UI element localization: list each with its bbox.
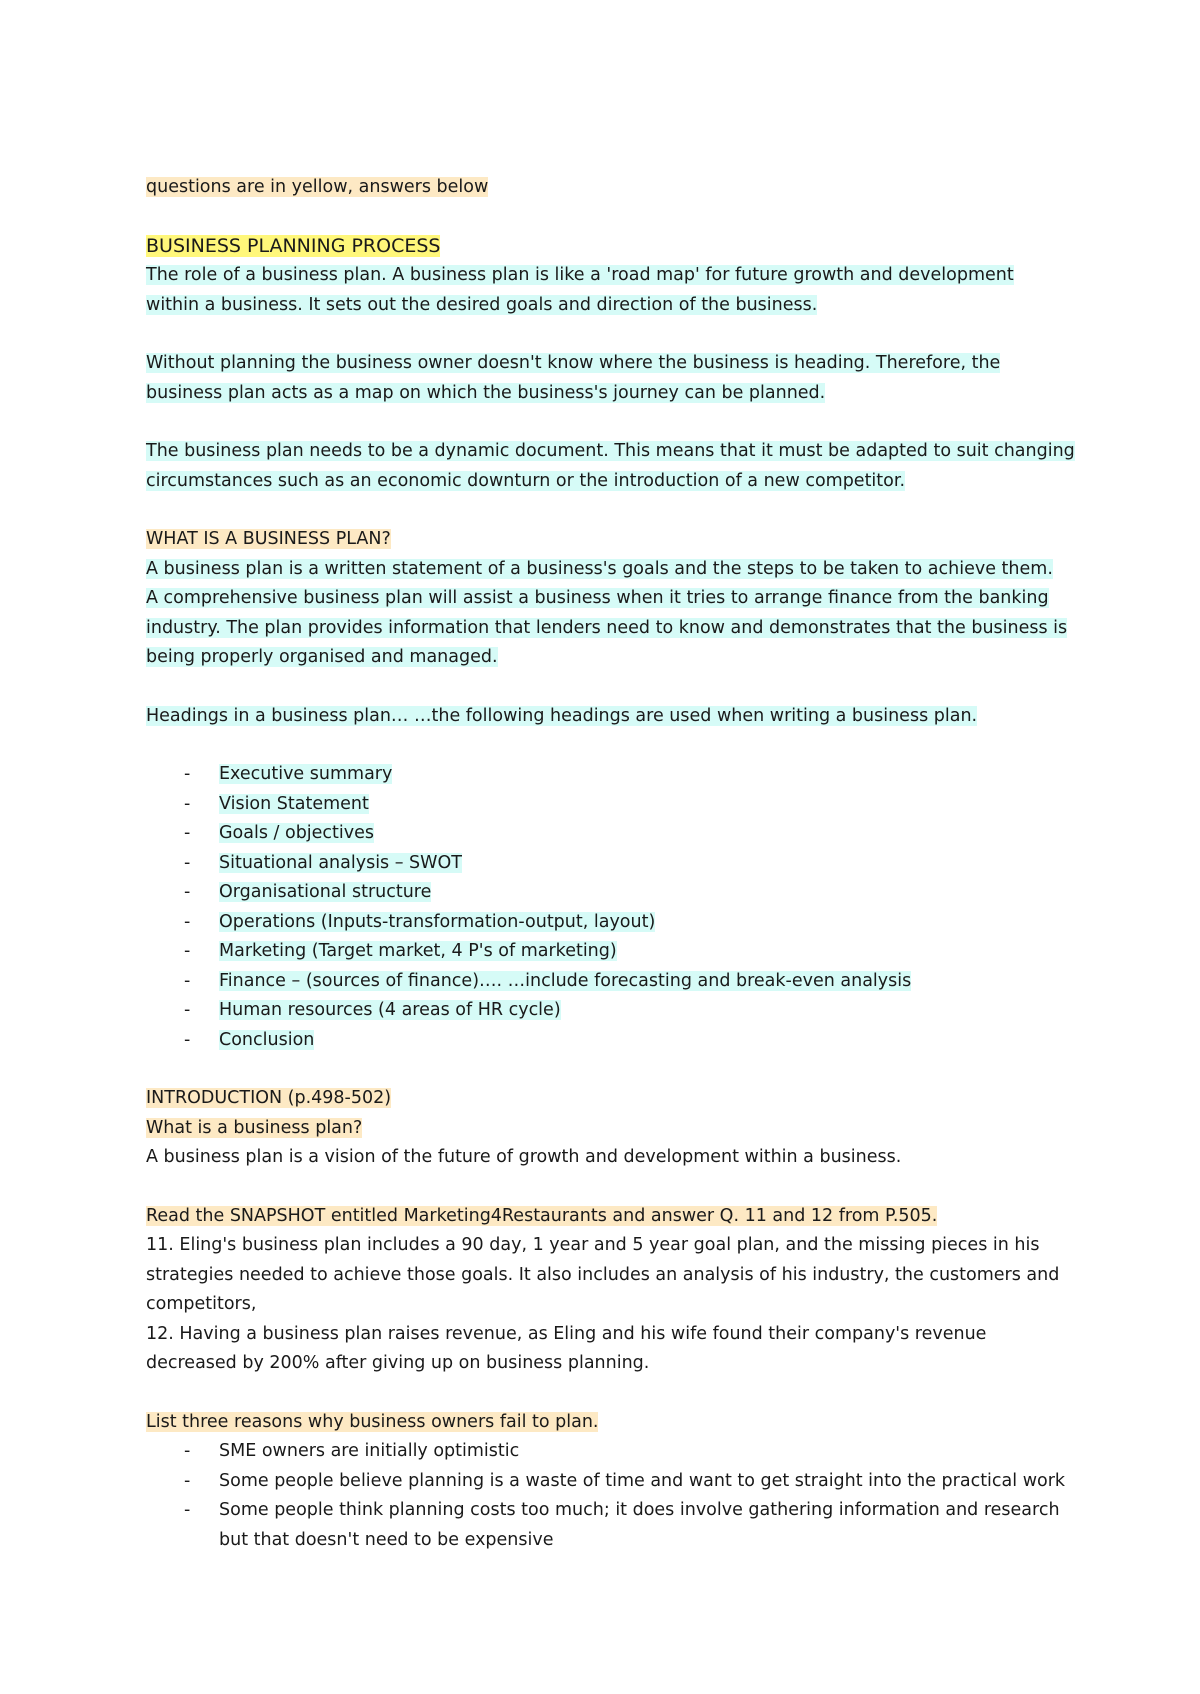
headings-intro: Headings in a business plan… …the following headings are used when writing a business plan. <box>146 705 978 726</box>
list-item: - Operations (Inputs-transformation-output, layout) <box>184 908 1080 938</box>
paragraph-without-planning: Without planning the business owner doesn't know where the business is heading. Therefore, the business plan acts as a map on which the business's journey can be planned. <box>146 353 1001 403</box>
list-item: - Some people believe planning is a waste of time and want to get straight into the practical work <box>184 1467 1080 1497</box>
list-item: - SME owners are initially optimistic <box>184 1437 1080 1467</box>
headings-list <box>146 760 1080 1055</box>
section-heading-what-is: WHAT IS A BUSINESS PLAN? <box>146 529 391 549</box>
list-item: - Marketing (Target market, 4 P's of marketing) <box>184 937 1080 967</box>
answer-12: 12. Having a business plan raises revenue, as Eling and his wife found their company's revenue decreased by 200% after giving up on business planning. <box>146 1323 987 1373</box>
list-item: - Finance – (sources of finance)…. …include forecasting and break-even analysis <box>184 967 1080 997</box>
reasons-list <box>146 1437 1080 1555</box>
list-item: - Executive summary <box>184 760 1080 790</box>
list-item: - Human resources (4 areas of HR cycle) <box>184 996 1080 1026</box>
list-item: - Goals / objectives <box>184 819 1080 849</box>
question-what-is: What is a business plan? <box>146 1117 363 1138</box>
list-item: - Vision Statement <box>184 790 1080 820</box>
section-heading-introduction: INTRODUCTION (p.498-502) <box>146 1088 392 1108</box>
answer-11: 11. Eling's business plan includes a 90 day, 1 year and 5 year goal plan, and the missing pieces in his strategies needed to achieve those goals. It also includes an analysis of his industry, the customers and competitors, <box>146 1235 1060 1314</box>
question-fail-to-plan: List three reasons why business owners fail to plan. <box>146 1411 599 1432</box>
list-item: - Conclusion <box>184 1026 1080 1056</box>
intro-note: questions are in yellow, answers below <box>146 177 489 197</box>
paragraph-written-statement: A business plan is a written statement of a business's goals and the steps to be taken to achieve them. A comprehensive business plan will assist a business when it tries to arrange finance from the banking industry. The plan provides information that lenders need to know and demonstrates that the business is being properly organised and managed. <box>146 558 1068 667</box>
list-item: - Situational analysis – SWOT <box>184 849 1080 879</box>
section-heading-business-planning: BUSINESS PLANNING PROCESS <box>146 234 441 257</box>
answer-what-is: A business plan is a vision of the future of growth and development within a business. <box>146 1147 902 1167</box>
list-item: - Organisational structure <box>184 878 1080 908</box>
question-snapshot: Read the SNAPSHOT entitled Marketing4Restaurants and answer Q. 11 and 12 from P.505. <box>146 1205 938 1226</box>
paragraph-dynamic-document: The business plan needs to be a dynamic document. This means that it must be adapted to suit changing circumstances such as an economic downturn or the introduction of a new competitor. <box>146 441 1075 491</box>
list-item: - Some people think planning costs too much; it does involve gathering information and research but that doesn't need to be expensive <box>184 1496 1080 1555</box>
paragraph-role: The role of a business plan. A business plan is like a 'road map' for future growth and development within a business. It sets out the desired goals and direction of the business. <box>146 265 1014 315</box>
